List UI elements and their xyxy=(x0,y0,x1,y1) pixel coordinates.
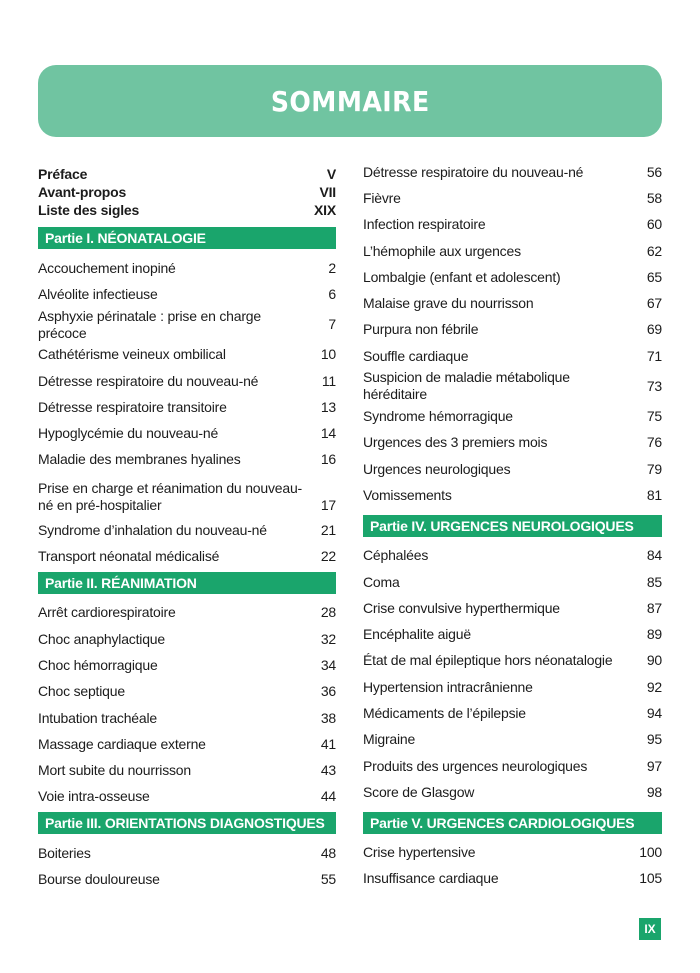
toc-entry[interactable] xyxy=(363,185,662,211)
toc-entry[interactable] xyxy=(38,447,336,473)
entry-title: Détresse respiratoire du nouveau-né xyxy=(38,372,259,389)
entry-title: Liste des sigles xyxy=(38,202,140,218)
entry-page: 85 xyxy=(646,573,662,590)
part-header-orientations: Partie III. ORIENTATIONS DIAGNOSTIQUES xyxy=(38,812,336,834)
toc-entry[interactable] xyxy=(363,238,662,264)
entry-title: Hypoglycémie du nouveau-né xyxy=(38,425,219,442)
entry-title: Souffle cardiaque xyxy=(363,347,469,364)
entry-page: 98 xyxy=(646,783,662,800)
entry-title: Vomissements xyxy=(363,486,452,503)
entry-title: Détresse respiratoire transitoire xyxy=(38,398,227,415)
toc-entry[interactable] xyxy=(38,308,336,342)
toc-entry[interactable] xyxy=(38,652,336,678)
entry-page: 73 xyxy=(646,377,662,394)
entry-page: 34 xyxy=(320,656,336,673)
entry-title: Insuffisance cardiaque xyxy=(363,870,499,887)
toc-entry[interactable] xyxy=(38,183,336,201)
toc-entry[interactable] xyxy=(363,779,662,805)
entry-page: 90 xyxy=(646,652,662,669)
toc-entry[interactable] xyxy=(38,705,336,731)
toc-entry[interactable] xyxy=(38,731,336,757)
entry-page: 55 xyxy=(320,870,336,887)
entry-page: 65 xyxy=(646,268,662,285)
page-number-badge: IX xyxy=(639,918,661,940)
entry-title: Coma xyxy=(363,573,400,590)
toc-entry[interactable] xyxy=(38,473,336,517)
entry-title: Maladie des membranes hyalines xyxy=(38,451,241,468)
entry-page: 87 xyxy=(646,599,662,616)
entry-page: 60 xyxy=(646,216,662,233)
toc-column-right xyxy=(363,160,662,892)
entry-page: 11 xyxy=(321,372,336,389)
toc-entry[interactable] xyxy=(363,840,662,866)
toc-entry[interactable] xyxy=(363,290,662,316)
entry-page: 105 xyxy=(639,870,662,887)
entry-page: 6 xyxy=(328,285,336,302)
entry-page: 81 xyxy=(646,486,662,503)
entry-title: État de mal épileptique hors néonatalogie xyxy=(363,652,613,669)
entry-title: Préface xyxy=(38,166,88,182)
entry-title: Suspicion de maladie métabolique héréditaire xyxy=(363,369,570,403)
entry-title: Accouchement inopiné xyxy=(38,259,176,276)
toc-entry[interactable] xyxy=(363,595,662,621)
entry-title: Choc septique xyxy=(38,683,125,700)
toc-entry[interactable] xyxy=(363,212,662,238)
toc-entry[interactable] xyxy=(38,600,336,626)
toc-entry[interactable] xyxy=(363,159,662,185)
entry-title: Transport néonatal médicalisé xyxy=(38,548,220,565)
entry-title: Lombalgie (enfant et adolescent) xyxy=(363,268,561,285)
toc-entry[interactable] xyxy=(363,753,662,779)
entry-title: Syndrome hémorragique xyxy=(363,408,513,425)
toc-column-left xyxy=(38,160,336,893)
entry-page: 100 xyxy=(639,844,662,861)
entry-page: XIX xyxy=(314,202,336,218)
toc-entry[interactable] xyxy=(363,343,662,369)
entry-page: 10 xyxy=(320,346,336,363)
entry-title: Crise hypertensive xyxy=(363,844,476,861)
entry-title: Massage cardiaque externe xyxy=(38,735,206,752)
entry-page: 71 xyxy=(646,347,662,364)
toc-entry[interactable] xyxy=(38,517,336,543)
entry-title: Boiteries xyxy=(38,844,91,861)
entry-page: 41 xyxy=(320,735,336,752)
entry-title: Mort subite du nourrisson xyxy=(38,762,191,779)
toc-entry[interactable] xyxy=(38,679,336,705)
entry-page: 17 xyxy=(320,497,336,514)
entry-page: VII xyxy=(319,184,336,200)
entry-title: Infection respiratoire xyxy=(363,216,486,233)
toc-entry[interactable] xyxy=(38,165,336,183)
entry-page: 94 xyxy=(646,704,662,721)
entry-page: 38 xyxy=(320,709,336,726)
entry-title: Intubation trachéale xyxy=(38,709,157,726)
toc-entry[interactable] xyxy=(38,626,336,652)
entry-page: 76 xyxy=(646,434,662,451)
toc-entry[interactable] xyxy=(363,700,662,726)
toc-entry[interactable] xyxy=(38,394,336,420)
entry-title: Voie intra-osseuse xyxy=(38,788,150,805)
toc-entry[interactable] xyxy=(363,317,662,343)
entry-title: Malaise grave du nourrisson xyxy=(363,295,534,312)
entry-page: 89 xyxy=(646,626,662,643)
toc-entry[interactable] xyxy=(38,784,336,810)
toc-continuation xyxy=(363,159,662,509)
entry-page: 28 xyxy=(320,604,336,621)
title-banner xyxy=(38,65,662,137)
entry-title: Hypertension intracrânienne xyxy=(363,678,533,695)
entry-title: Purpura non fébrile xyxy=(363,321,479,338)
entry-title: Choc hémorragique xyxy=(38,656,158,673)
toc-entry[interactable] xyxy=(363,403,662,429)
toc-entry[interactable] xyxy=(363,543,662,569)
entry-title: Arrêt cardiorespiratoire xyxy=(38,604,176,621)
toc-entry[interactable] xyxy=(38,420,336,446)
entry-title: Fièvre xyxy=(363,189,401,206)
entry-page: 56 xyxy=(646,163,662,180)
entry-page: 32 xyxy=(320,630,336,647)
page-title: SOMMAIRE xyxy=(270,84,430,118)
entry-page: 16 xyxy=(320,451,336,468)
toc-entry[interactable] xyxy=(38,757,336,783)
toc-entry[interactable] xyxy=(363,569,662,595)
entry-page: 92 xyxy=(646,678,662,695)
part-header-cardiologiques: Partie V. URGENCES CARDIOLOGIQUES xyxy=(363,812,662,834)
entry-page: 2 xyxy=(328,259,336,276)
entry-page: 62 xyxy=(646,242,662,259)
entry-title: L’hémophile aux urgences xyxy=(363,242,521,259)
entry-title: Prise en charge et réanimation du nouveau-né en pré-hospitalier xyxy=(38,480,302,514)
entry-title: Asphyxie périnatale : prise en charge précoce xyxy=(38,307,261,341)
entry-page: 21 xyxy=(320,521,336,538)
toc-entry[interactable] xyxy=(363,264,662,290)
entry-title: Urgences neurologiques xyxy=(363,460,511,477)
toc-entry[interactable] xyxy=(363,727,662,753)
toc-entry[interactable] xyxy=(38,866,336,892)
entry-page: 84 xyxy=(646,547,662,564)
entry-page: 48 xyxy=(320,844,336,861)
entry-title: Cathétérisme veineux ombilical xyxy=(38,346,226,363)
toc-entry[interactable] xyxy=(38,840,336,866)
entry-page: 69 xyxy=(646,321,662,338)
entry-title: Produits des urgences neurologiques xyxy=(363,757,588,774)
entry-page: 58 xyxy=(646,189,662,206)
toc-entry[interactable] xyxy=(363,621,662,647)
toc-entry[interactable] xyxy=(38,281,336,307)
entry-title: Syndrome d’inhalation du nouveau-né xyxy=(38,521,267,538)
toc-entry[interactable] xyxy=(363,369,662,403)
toc-entry[interactable] xyxy=(363,482,662,508)
entry-title: Score de Glasgow xyxy=(363,783,475,800)
entry-page: 7 xyxy=(328,316,336,333)
toc-entry[interactable] xyxy=(363,674,662,700)
toc-entry[interactable] xyxy=(38,543,336,569)
toc-entry[interactable] xyxy=(363,648,662,674)
toc-entry[interactable] xyxy=(38,342,336,368)
front-matter xyxy=(38,160,336,219)
entry-page: 79 xyxy=(646,460,662,477)
toc-entry[interactable] xyxy=(363,430,662,456)
part-header-neonatalogie: Partie I. NÉONATALOGIE xyxy=(38,227,336,249)
entry-title: Détresse respiratoire du nouveau-né xyxy=(363,163,584,180)
entry-title: Choc anaphylactique xyxy=(38,630,165,647)
toc-entry[interactable] xyxy=(363,866,662,892)
entry-title: Encéphalite aiguë xyxy=(363,626,471,643)
part-header-reanimation: Partie II. RÉANIMATION xyxy=(38,572,336,594)
toc-entry[interactable] xyxy=(38,201,336,219)
entry-page: 44 xyxy=(320,788,336,805)
entry-page: 13 xyxy=(320,398,336,415)
entry-title: Crise convulsive hyperthermique xyxy=(363,599,560,616)
entry-title: Bourse douloureuse xyxy=(38,870,160,887)
entry-page: 95 xyxy=(646,731,662,748)
entry-title: Avant-propos xyxy=(38,184,127,200)
toc-entry[interactable] xyxy=(363,456,662,482)
entry-page: 36 xyxy=(320,683,336,700)
entry-title: Alvéolite infectieuse xyxy=(38,285,158,302)
entry-page: V xyxy=(326,166,336,182)
entry-page: 97 xyxy=(646,757,662,774)
entry-page: 43 xyxy=(320,762,336,779)
entry-page: 75 xyxy=(646,408,662,425)
toc-entry[interactable] xyxy=(38,255,336,281)
entry-title: Médicaments de l’épilepsie xyxy=(363,704,526,721)
entry-page: 22 xyxy=(320,548,336,565)
entry-page: 67 xyxy=(646,295,662,312)
part-header-neurologiques: Partie IV. URGENCES NEUROLOGIQUES xyxy=(363,515,662,537)
entry-title: Céphalées xyxy=(363,547,429,564)
toc-entry[interactable] xyxy=(38,368,336,394)
entry-title: Urgences des 3 premiers mois xyxy=(363,434,548,451)
entry-title: Migraine xyxy=(363,731,416,748)
entry-page: 14 xyxy=(320,425,336,442)
